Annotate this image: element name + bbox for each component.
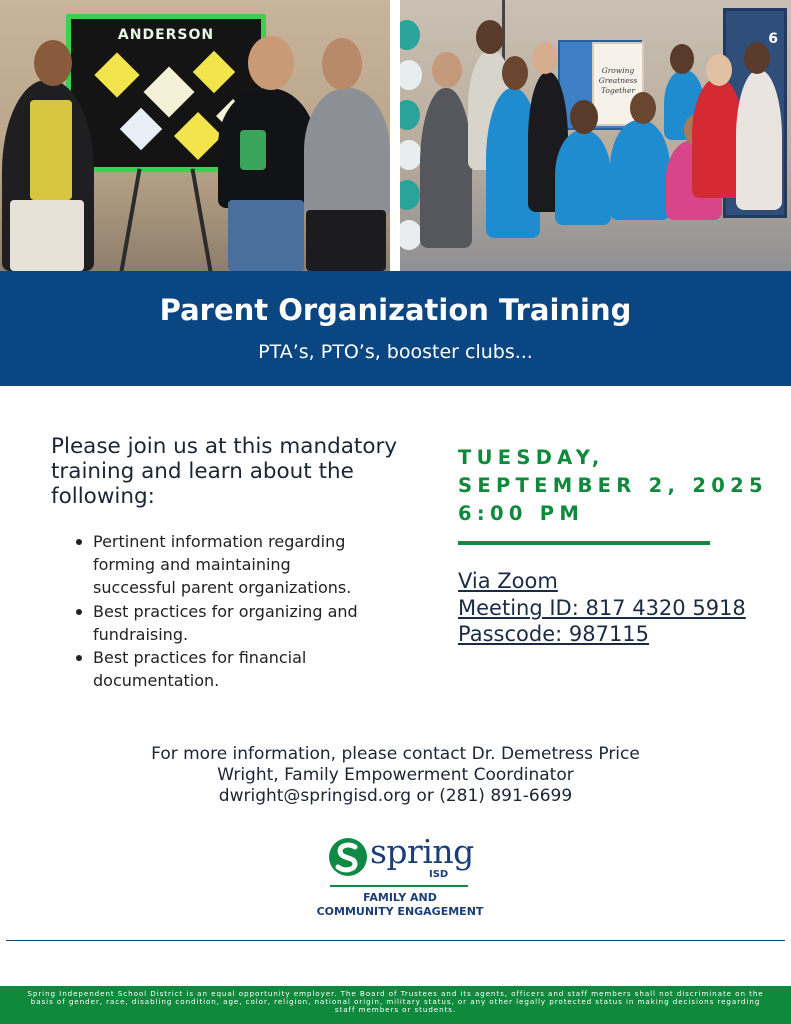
door-number: 6 [768,31,778,47]
list-item: Pertinent information regarding forming and maintaining successful parent organizations. [76,530,376,600]
intro-heading: Please join us at this mandatory training and learn about the following: [51,434,398,509]
logo-isd: ISD [429,869,449,880]
event-datetime [458,444,778,528]
list-item: Best practices for organizing and fundraising. [76,600,376,646]
photo-group [400,0,791,271]
logo-subtitle-line1: FAMILY AND [363,891,437,904]
event-day: TUESDAY, [458,446,605,469]
contact-line: For more information, please contact Dr. Demetress Price [151,744,640,764]
logo-subtitle-line2: COMMUNITY ENGAGEMENT [316,905,484,918]
person-middle [218,88,316,208]
photo-strip [0,0,791,271]
logo-divider [330,885,468,887]
contact-info [100,744,691,807]
topics-list [76,530,376,692]
divider [458,541,710,545]
footer-disclaimer: Spring Independent School District is an equal opportunity employer. The Board of Trustees and its agents, officers and staff members shall not discriminate on the basis of gender, race, disabling condition, age, color, religion, national origin, military status, or any other legally protected status in making decisions regarding staff members or students. [0,986,791,1024]
spring-logo-icon [329,838,367,876]
zoom-details [458,568,778,648]
contact-line: Wright, Family Empowerment Coordinator [217,765,574,785]
person-right [304,88,390,218]
logo-wordmark: spring [370,832,474,871]
spring-isd-logo [316,832,484,924]
list-item: Best practices for financial documentation. [76,646,376,692]
meeting-id-link[interactable]: Meeting ID: 817 4320 5918 [458,595,746,620]
event-time: 6:00 PM [458,502,585,525]
footer-divider [6,940,785,941]
page-title: Parent Organization Training [159,293,632,327]
balloons [400,0,422,271]
board-title: ANDERSON [117,27,215,43]
event-date: SEPTEMBER 2, 2025 [458,474,768,497]
page-subtitle: PTA’s, PTO’s, booster clubs... [258,341,533,363]
passcode-link[interactable]: Passcode: 987115 [458,622,650,646]
title-banner [0,271,791,386]
poster-text: Growing Greatness Together [598,66,638,95]
zoom-link[interactable]: Via Zoom [458,569,558,593]
photo-anderson-team [0,0,390,271]
contact-email-phone: dwright@springisd.org or (281) 891-6699 [218,786,573,806]
